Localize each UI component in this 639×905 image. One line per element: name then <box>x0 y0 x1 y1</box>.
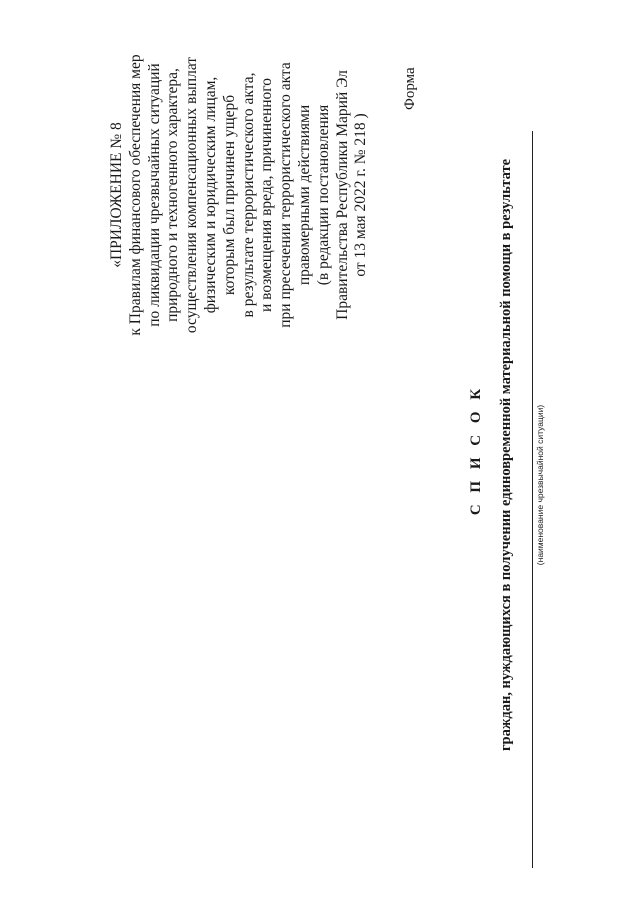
form-label: Форма <box>402 67 418 110</box>
fill-in-caption: (наименование чрезвычайной ситуации) <box>535 404 545 566</box>
fill-in-line <box>532 131 533 868</box>
appendix-line: «ПРИЛОЖЕНИЕ № 8 <box>108 122 125 268</box>
appendix-line: по ликвидации чрезвычайных ситуаций <box>145 63 163 327</box>
appendix-line: и возмещения вреда, причиненного <box>258 77 276 313</box>
appendix-line: правомерными действиями <box>295 104 313 286</box>
appendix-line: осуществления компенсационных выплат <box>183 56 201 334</box>
appendix-line: при пресечении террористического акта <box>277 62 295 328</box>
appendix-line: в результате террористического акта, <box>239 72 257 318</box>
appendix-line: Правительства Республики Марий Эл <box>333 70 351 320</box>
document-title: С П И С О К <box>468 384 484 516</box>
document-subtitle: граждан, нуждающихся в получении единовременной материальной помощи в результате <box>498 158 514 752</box>
appendix-line: (в редакции постановления <box>314 104 332 286</box>
appendix-line: к Правилам финансового обеспечения мер <box>126 54 144 336</box>
appendix-line: природного и техногенного характера, <box>164 68 182 322</box>
appendix-line: от 13 мая 2022 г. № 218 ) <box>352 113 370 277</box>
appendix-header <box>108 25 371 365</box>
appendix-line: которым был причинен ущерб <box>220 94 238 296</box>
appendix-line: физическим и юридическим лицам, <box>201 76 219 314</box>
